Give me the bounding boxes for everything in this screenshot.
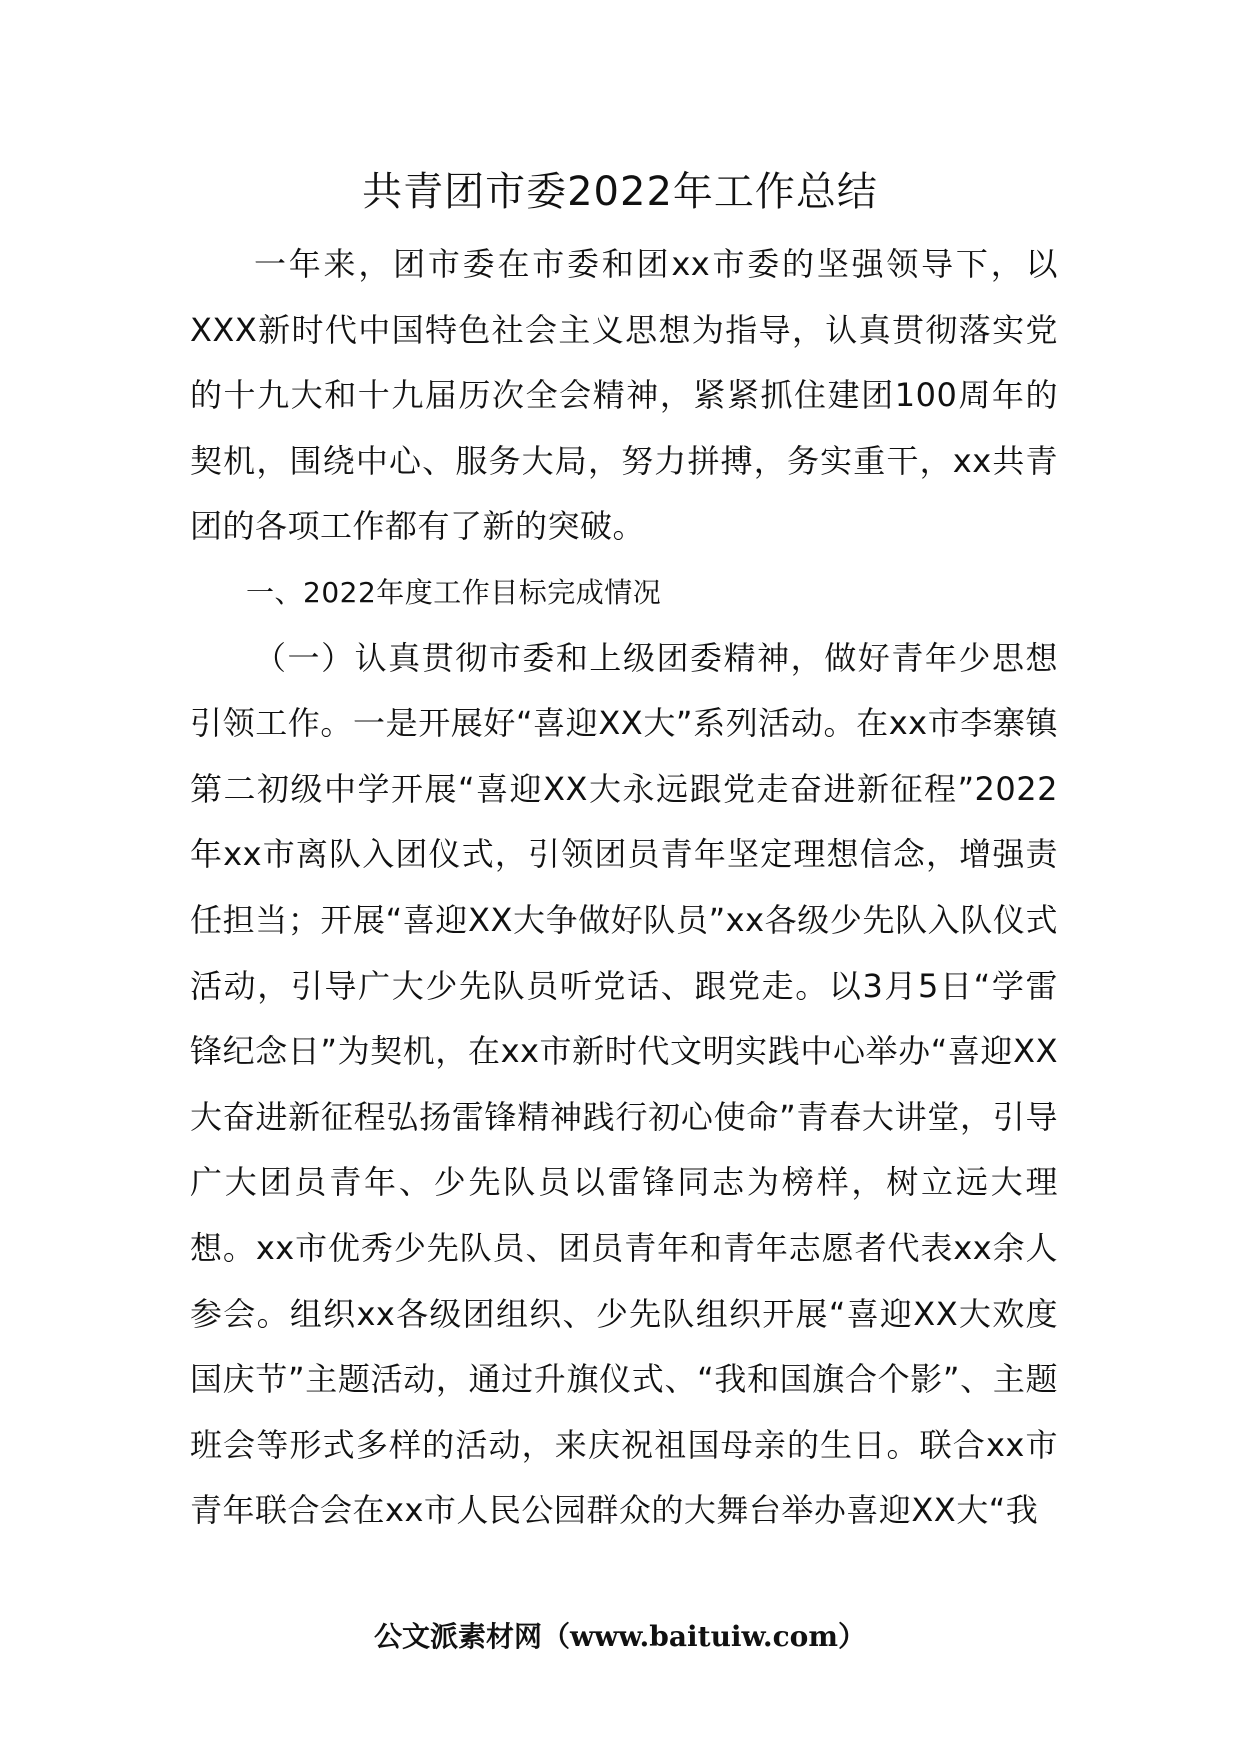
document-title: 共青团市委2022年工作总结 xyxy=(362,169,878,215)
footer-watermark: 公文派素材网（www.baituiw.com） xyxy=(374,1620,866,1653)
section-heading: 一、2022年度工作目标完成情况 xyxy=(246,575,662,609)
section-paragraph: （一）认真贯彻市委和上级团委精神，做好青年少思想引领工作。一是开展好“喜迎XX大”系列活动。在xx市李寨镇第二初级中学开展“喜迎XX大永远跟党走奋进新征程”2022年xx市离队入团仪式，引领团员青年坚定理想信念，增强责任担当；开展“喜迎XX大争做好队员”xx各级少先队入队仪式活动，引导广大少先队员听党话、跟党走。以3月5日“学雷锋纪念日”为契机，在xx市新时代文明实践中心举办“喜迎XX大奋进新征程弘扬雷锋精神践行初心使命”青春大讲堂，引导广大团员青年、少先队员以雷锋同志为榜样，树立远大理想。xx市优秀少先队员、团员青年和青年志愿者代表xx余人参会。组织xx各级团组织、少先队组织开展“喜迎XX大欢度国庆节”主题活动，通过升旗仪式、“我和国旗合个影”、主题班会等形式多样的活动，来庆祝祖国母亲的生日。联合xx市青年联合会在xx市人民公园群众的大舞台举办喜迎XX大“我 xyxy=(190,638,1058,1530)
document-body xyxy=(190,232,1058,1544)
intro-paragraph: 一年来，团市委在市委和团xx市委的坚强领导下，以XXX新时代中国特色社会主义思想为指导，认真贯彻落实党的十九大和十九届历次全会精神，紧紧抓住建团100周年的契机，围绕中心、服务大局，努力拼搏，务实重干，xx共青团的各项工作都有了新的突破。 xyxy=(190,245,1058,546)
